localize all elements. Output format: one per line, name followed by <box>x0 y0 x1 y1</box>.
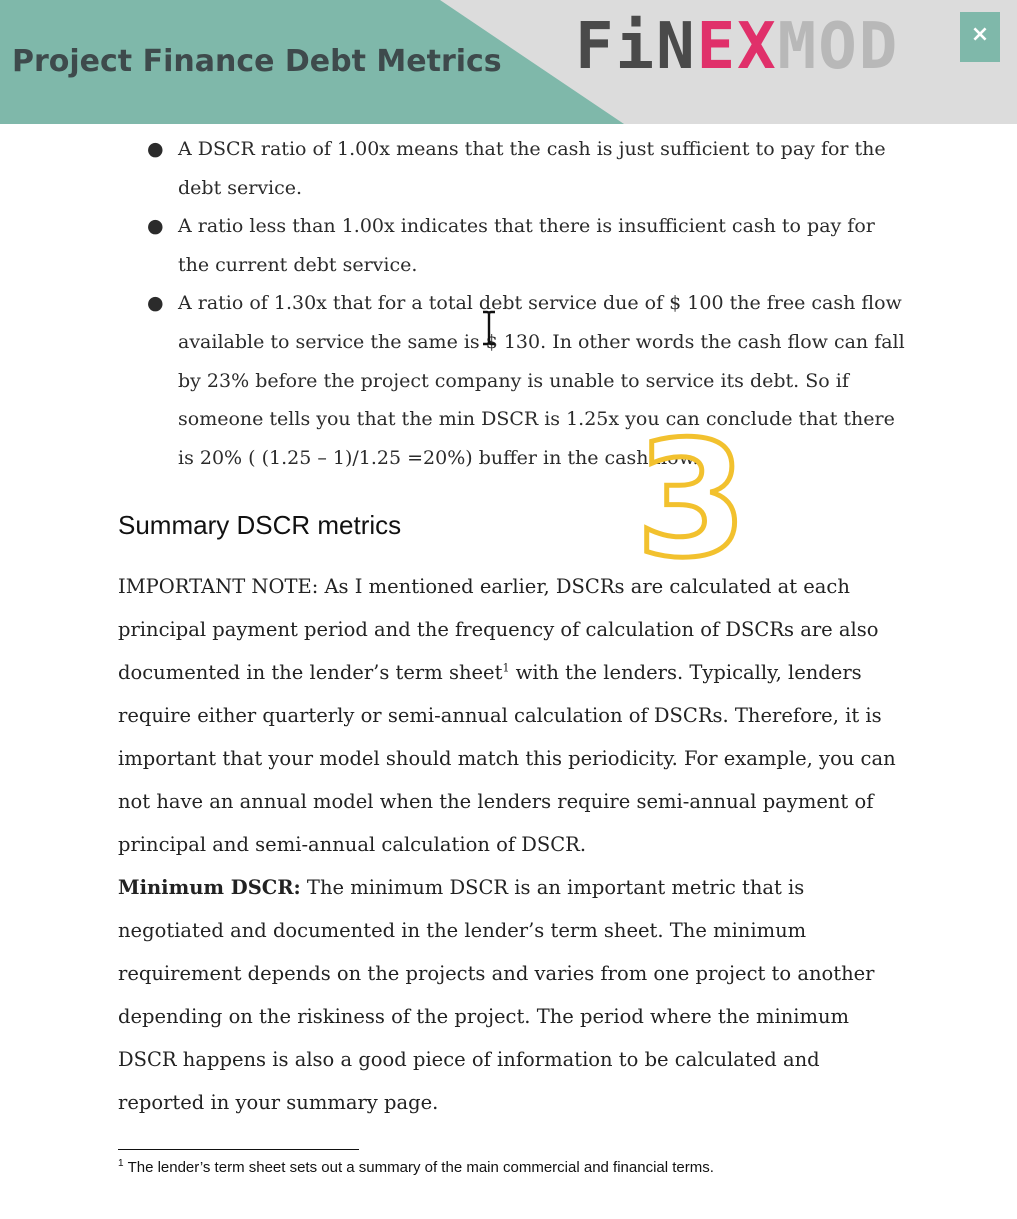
overlay-number-three: 3 <box>636 406 748 593</box>
logo-part-mod: MOD <box>777 10 900 84</box>
page-title: Project Finance Debt Metrics <box>12 44 502 79</box>
list-item <box>147 207 907 284</box>
min-dscr-paragraph <box>118 866 908 1124</box>
section-heading: Summary DSCR metrics <box>118 510 402 540</box>
footnote-divider <box>118 1149 359 1150</box>
min-dscr-text: The minimum DSCR is an important metric that is negotiated and documented in the lender’s term sheet. The minimum requirement depends on the projects and varies from one project to another depending on the riskiness of the project. The period where the minimum DSCR happens is also a good piece of information to be calculated and reported in your summary page. <box>118 876 875 1114</box>
list-item <box>147 130 907 207</box>
finexmod-logo <box>575 12 899 82</box>
logo-part-fin: FiN <box>575 10 697 84</box>
footnote-reference[interactable]: 1 <box>502 661 510 675</box>
bullet-text: A DSCR ratio of 1.00x means that the cash is just sufficient to pay for the debt service. <box>178 138 886 199</box>
bullet-dot-icon: ● <box>147 215 164 238</box>
footnote-number: 1 <box>118 1158 124 1169</box>
logo-badge-icon: × <box>960 12 1000 62</box>
min-dscr-label: Minimum DSCR: <box>118 876 301 899</box>
footnote-text: The lender’s term sheet sets out a summary of the main commercial and financial terms. <box>127 1159 714 1176</box>
important-note-text-1: IMPORTANT NOTE: As I mentioned earlier, DSCRs are calculated at each principal payment period and the frequency of calculation of DSCRs are also documented in the lender’s term sheet <box>118 575 879 684</box>
important-note-text-2: with the lenders. Typically, lenders require either quarterly or semi-annual calculation of DSCRs. Therefore, it is important that your model should match this periodicity. For example, you can not have an annual model when the lenders require semi-annual payment of principal and semi-annual calculation of DSCR. <box>118 661 896 856</box>
bullet-text: A ratio of 1.30x that for a total debt service due of $ 100 the free cash flow available to service the same is $ 130. In other words the cash flow can fall by 23% before the project company is unable to service its debt. So if someone tells you that the min DSCR is 1.25x you can conclude that there is 20% ( (1.25 – 1)/1.25 =20%) buffer in the cash flow. <box>178 292 905 469</box>
page-header <box>0 0 1017 124</box>
logo-part-ex: EX <box>696 10 778 84</box>
section-body <box>118 565 908 1124</box>
bullet-dot-icon: ● <box>147 292 164 315</box>
text-cursor-icon <box>481 310 497 346</box>
footnote <box>118 1158 714 1176</box>
dscr-bullet-list <box>147 130 907 477</box>
important-note-paragraph <box>118 565 908 866</box>
bullet-dot-icon: ● <box>147 138 164 160</box>
bullet-text: A ratio less than 1.00x indicates that there is insufficient cash to pay for the current debt service. <box>178 215 875 276</box>
list-item <box>147 284 907 477</box>
